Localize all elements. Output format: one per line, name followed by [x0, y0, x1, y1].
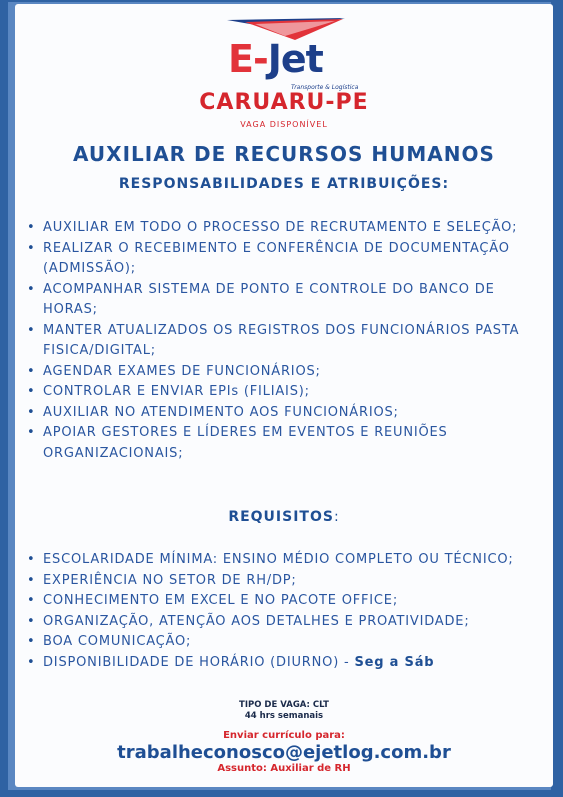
send-resume-label: Enviar currículo para: [223, 730, 345, 741]
responsibilities-list [25, 218, 535, 464]
list-item: • EXPERIÊNCIA NO SETOR DE RH/DP; [25, 571, 535, 592]
job-type-line: TIPO DE VAGA: CLT [239, 700, 329, 710]
responsibilities-title: RESPONSABILIDADES E ATRIBUIÇÕES: [118, 176, 450, 192]
list-item: • BOA COMUNICAÇÃO; [25, 632, 535, 653]
requirements-title: REQUISITOS: [228, 509, 340, 525]
list-item: • AGENDAR EXAMES DE FUNCIONÁRIOS; [25, 362, 535, 383]
list-item: • ORGANIZAÇÃO, ATENÇÃO AOS DETALHES E PROATIVIDADE; [25, 612, 535, 633]
list-item: • DISPONIBILIDADE DE HORÁRIO (DIURNO) - Seg a Sáb [25, 653, 535, 674]
list-item: • ESCOLARIDADE MÍNIMA: ENSINO MÉDIO COMPLETO OU TÉCNICO; [25, 550, 535, 571]
list-item: • CONHECIMENTO EM EXCEL E NO PACOTE OFFICE; [25, 591, 535, 612]
list-item: • CONTROLAR E ENVIAR EPIs (FILIAIS); [25, 382, 535, 403]
logo-tagline: Transporte & Logística [291, 84, 359, 91]
requirements-list [25, 550, 535, 673]
job-poster [15, 4, 553, 787]
email-subject: Assunto: Auxiliar de RH [217, 763, 351, 774]
list-item: • APOIAR GESTORES E LÍDERES EM EVENTOS E REUNIÕES ORGANIZACIONAIS; [25, 423, 535, 464]
list-item: • AUXILIAR NO ATENDIMENTO AOS FUNCIONÁRIOS; [25, 403, 535, 424]
job-type [15, 700, 553, 722]
company-logo [15, 12, 553, 92]
list-item: • MANTER ATUALIZADOS OS REGISTROS DOS FUNCIONÁRIOS PASTA FISICA/DIGITAL; [25, 321, 535, 362]
job-title: AUXILIAR DE RECURSOS HUMANOS [73, 142, 495, 166]
contact-email-link[interactable]: trabalheconosco@ejetlog.com.br [117, 742, 451, 763]
list-item: • REALIZAR O RECEBIMENTO E CONFERÊNCIA DE DOCUMENTAÇÃO (ADMISSÃO); [25, 239, 535, 280]
job-hours-line: 44 hrs semanais [244, 711, 324, 721]
list-item: • AUXILIAR EM TODO O PROCESSO DE RECRUTAMENTO E SELEÇÃO; [25, 218, 535, 239]
list-item: • ACOMPANHAR SISTEMA DE PONTO E CONTROLE DO BANCO DE HORAS; [25, 280, 535, 321]
logo-wordmark: E-Jet [228, 37, 323, 81]
vacancy-label: VAGA DISPONÍVEL [240, 120, 328, 129]
city-heading: CARUARU-PE [199, 90, 369, 115]
